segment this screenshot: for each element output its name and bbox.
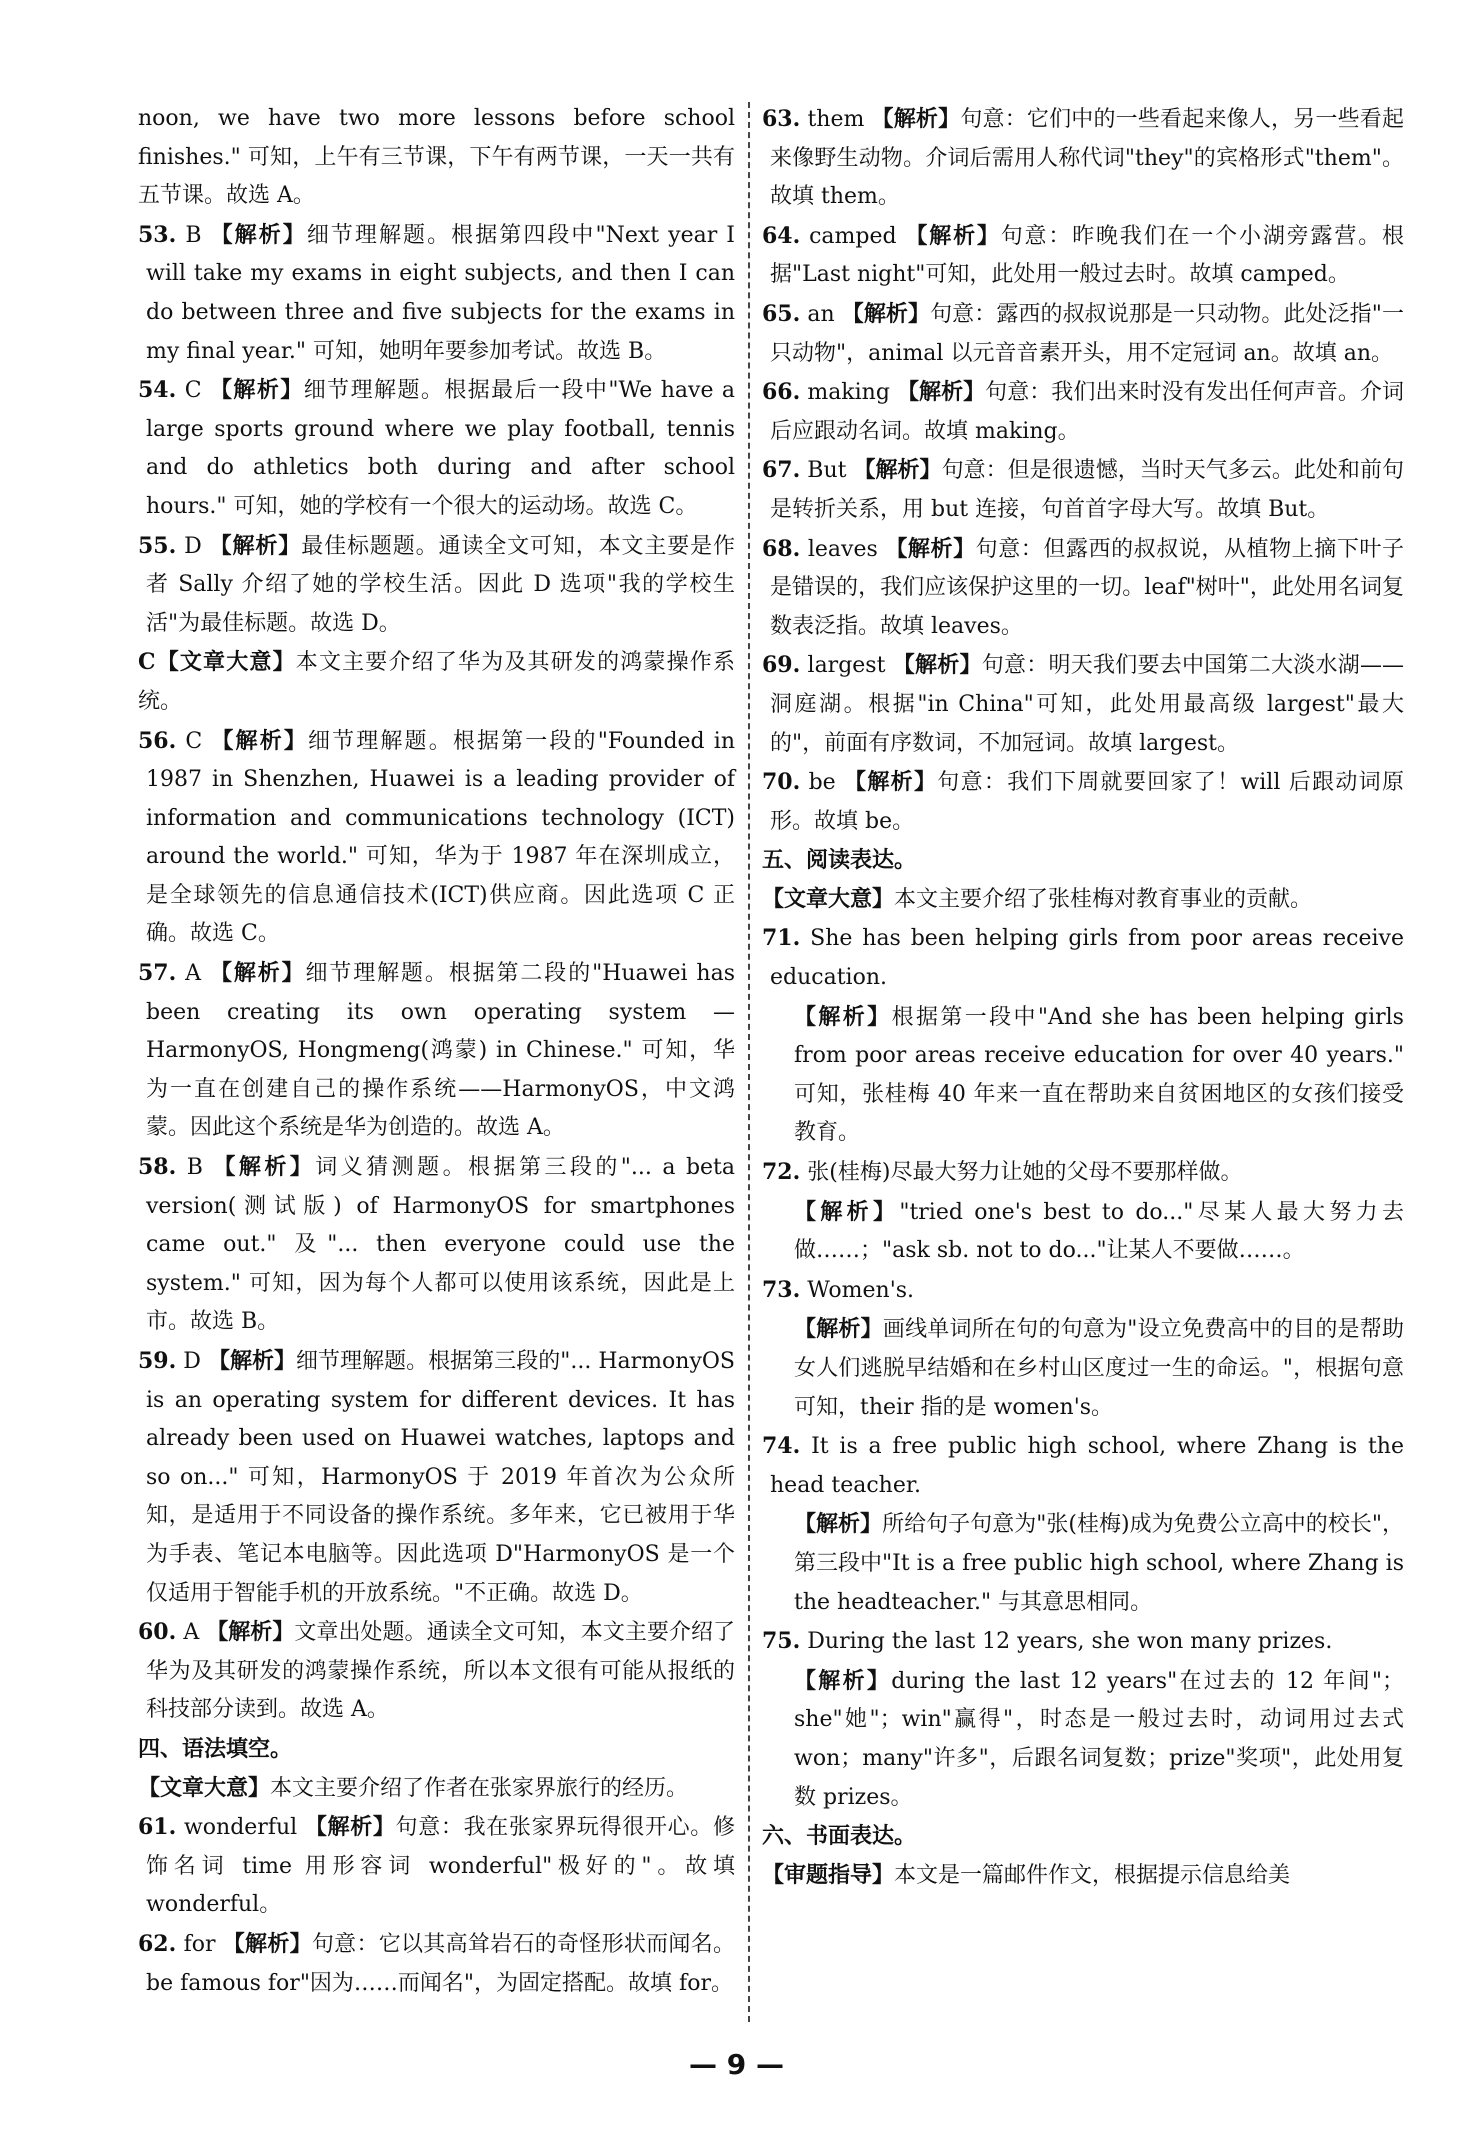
analysis-block: [762, 998, 1404, 1153]
question-number: 68.: [762, 535, 801, 562]
analysis-label: 【解析】: [794, 1667, 892, 1694]
page-number: 9: [726, 2048, 747, 2081]
answer-key: C: [184, 378, 202, 404]
answer-item: [138, 371, 735, 526]
page-footer: [0, 2048, 1473, 2081]
analysis-label: 【解析】: [210, 377, 304, 404]
analysis-text: 画线单词所在句的句意为"设立免费高中的目的是帮助女人们逃脱早结婚和在乡村山区度过一生的命运。"，根据句意可知，their 指的是 women's。: [794, 1317, 1404, 1420]
answer-key: B: [186, 1155, 203, 1181]
analysis-label: 【解析】: [853, 457, 942, 484]
analysis-text: 句意：我们出来时没有发出任何声音。介词后应跟动名词。故填 making。: [770, 380, 1404, 444]
answer-key: largest: [807, 653, 886, 679]
footer-dash-right: —: [755, 2048, 784, 2081]
article-summary: [762, 880, 1404, 920]
answer-item: [762, 373, 1404, 451]
analysis-label: 【解析】: [213, 1154, 316, 1181]
summary-text: 本文主要介绍了作者在张家界旅行的经历。: [270, 1775, 689, 1801]
analysis-text: 句意：它以其高耸岩石的奇怪形状而闻名。be famous for"因为……而闻名"，为固定搭配。故填 for。: [146, 1931, 735, 1996]
answer-key: leaves: [807, 536, 878, 562]
analysis-block: [762, 1662, 1404, 1817]
answer-item: [138, 1925, 735, 2003]
question-number: 58.: [138, 1154, 177, 1181]
answer-item: [138, 1808, 735, 1925]
summary-text: 本文主要介绍了华为及其研发的鸿蒙操作系统。: [138, 650, 735, 714]
analysis-label: 【解析】: [207, 1348, 297, 1374]
analysis-text: 句意：昨晚我们在一个小湖旁露营。根据"Last night"可知，此处用一般过去时。故填 camped。: [770, 223, 1404, 288]
analysis-label: 【解析】: [209, 532, 302, 559]
question-number: 72.: [762, 1159, 801, 1186]
answer-item: [762, 1622, 1404, 1662]
section-heading: 六、书面表达。: [762, 1823, 917, 1850]
question-number: 73.: [762, 1276, 801, 1303]
question-number: 65.: [762, 300, 801, 327]
analysis-text: during the last 12 years"在过去的 12 年间"；she"她"；win"赢得"，时态是一般过去时，动词用过去式 won；many"许多"，后跟名词复数；prize"奖项"，此处用复数 prizes。: [794, 1668, 1404, 1810]
analysis-label: 【解析】: [794, 1316, 883, 1343]
answer-item: [762, 100, 1404, 217]
answer-item: [762, 646, 1404, 763]
answer-continuation: [138, 100, 735, 216]
answer-item: [762, 919, 1404, 997]
right-column: [762, 100, 1404, 1895]
analysis-text: 句意：露西的叔叔说那是一只动物。此处泛指"一只动物"，animal 以元音音素开头，用不定冠词 an。故填 an。: [770, 301, 1404, 366]
analysis-label: 【解析】: [896, 379, 986, 406]
footer-dash-left: —: [689, 2048, 717, 2081]
summary-label: 【文章大意】: [762, 885, 895, 912]
analysis-label: 【解析】: [211, 727, 308, 754]
analysis-text: 最佳标题题。通读全文可知，本文主要是作者 Sally 介绍了她的学校生活。因此 D 选项"我的学校生活"为最佳标题。故选 D。: [146, 533, 735, 636]
answer-item: [138, 722, 735, 955]
question-number: 69.: [762, 652, 801, 679]
analysis-label: 【解析】: [209, 960, 306, 987]
analysis-text: "tried one's best to do..."尽某人最大努力去做……；"ask sb. not to do..."让某人不要做……。: [794, 1199, 1404, 1264]
article-summary: [138, 1769, 735, 1809]
analysis-text: 句意：但露西的叔叔说，从植物上摘下叶子是错误的，我们应该保护这里的一切。leaf"树叶"，此处用名词复数表泛指。故填 leaves。: [770, 536, 1404, 639]
article-summary: [138, 643, 735, 721]
analysis-label: 【解析】: [905, 222, 1001, 249]
answer-key: be: [808, 770, 836, 796]
column-divider: [748, 102, 750, 2022]
answer-key: But: [807, 458, 847, 484]
summary-label: 【审题指导】: [762, 1861, 895, 1888]
answer-key: for: [183, 1931, 216, 1957]
question-number: 63.: [762, 106, 801, 132]
summary-text: 本文是一篇邮件作文，根据提示信息给美: [894, 1862, 1291, 1888]
analysis-block: [762, 1310, 1404, 1427]
analysis-text: 细节理解题。根据第三段的"... HarmonyOS is an operating system for different devices. It has already been used on Huawei watches, laptops and so on..." 可知，HarmonyOS 于 2019 年首次为公众所知，是适用于不同设备的操作系统。多年来，它已被用于华为手表、笔记本电脑等。因此选项 D"HarmonyOS 是一个仅适用于智能手机的开放系统。"不正确。故选 D。: [146, 1349, 735, 1606]
question-number: 75.: [762, 1628, 801, 1655]
analysis-label: 【解析】: [794, 1198, 900, 1225]
question-number: 74.: [762, 1433, 801, 1460]
analysis-text: 根据第一段中"And she has been helping girls from poor areas receive education for over 40 years." 可知，张桂梅 40 年来一直在帮助来自贫困地区的女孩们接受教育。: [794, 1004, 1404, 1146]
question-number: 57.: [138, 960, 177, 987]
analysis-text: 句意：我们下周就要回家了！will 后跟动词原形。故填 be。: [770, 770, 1404, 834]
answer-item: [138, 1613, 735, 1730]
analysis-label: 【解析】: [892, 652, 982, 679]
analysis-label: 【解析】: [844, 769, 938, 796]
section-heading: 五、阅读表达。: [762, 847, 917, 874]
question-number: 54.: [138, 377, 177, 404]
answer-key: A: [185, 961, 202, 987]
analysis-label: 【解析】: [841, 300, 931, 327]
answer-item: [138, 527, 735, 644]
answer-key: A: [183, 1620, 200, 1646]
question-number: 64.: [762, 222, 801, 249]
analysis-text: 句意：它们中的一些看起来像人，另一些看起来像野生动物。介词后需用人称代词"they"的宾格形式"them"。故填 them。: [770, 107, 1404, 210]
analysis-label: 【解析】: [871, 106, 961, 132]
answer-key: Women's.: [807, 1277, 915, 1303]
analysis-label: 【解析】: [304, 1814, 396, 1841]
analysis-label: 【解析】: [794, 1511, 883, 1538]
answer-item: [762, 1427, 1404, 1505]
analysis-text: 所给句子句意为"张(桂梅)成为免费公立高中的校长"，第三段中"It is a free public high school, where Zhang is the headteacher." 与其意思相同。: [794, 1512, 1404, 1615]
analysis-text: 细节理解题。根据第二段的"Huawei has been creating its own operating system — HarmonyOS, Hongmeng(鸿蒙) in Chinese." 可知，华为一直在创建自己的操作系统——HarmonyOS，中文鸿蒙。因此这个系统是华为创造的。故选 A。: [146, 961, 736, 1141]
analysis-block: [762, 1193, 1404, 1271]
question-number: 71.: [762, 925, 801, 952]
answer-key: During the last 12 years, she won many prizes.: [807, 1629, 1333, 1655]
answer-item: [762, 1271, 1404, 1311]
analysis-label: 【解析】: [206, 1619, 295, 1646]
answer-key: She has been helping girls from poor areas receive education.: [770, 926, 1405, 991]
answer-key: B: [185, 222, 202, 248]
answer-key: them: [807, 107, 865, 132]
answer-text: noon, we have two more lessons before school finishes." 可知，上午有三节课，下午有两节课，一天一共有五节课。故选 A。: [138, 106, 735, 209]
question-number: 53.: [138, 221, 177, 248]
question-number: 66.: [762, 379, 801, 406]
answer-item: [138, 1342, 735, 1613]
article-summary: [762, 1856, 1404, 1896]
answer-key: It is a free public high school, where Zhang is the head teacher.: [770, 1434, 1404, 1498]
answer-item: [762, 217, 1404, 295]
analysis-text: 细节理解题。根据第一段的"Founded in 1987 in Shenzhen, Huawei is a leading provider of information and communications technology (ICT) around the world." 可知，华为于 1987 年在深圳成立，是全球领先的信息通信技术(ICT)供应商。因此选项 C 正确。故选 C。: [146, 728, 735, 947]
answer-key: an: [807, 301, 835, 327]
analysis-label: 【解析】: [222, 1930, 312, 1957]
answer-item: [762, 763, 1404, 841]
question-number: 55.: [138, 532, 177, 559]
analysis-text: 词义猜测题。根据第三段的"... a beta version(测试版) of HarmonyOS for smartphones came out." 及"... then everyone could use the system." 可知，因为每个人都可以使用该系统，因此是上市。故选 B。: [146, 1155, 735, 1335]
question-number: 62.: [138, 1930, 177, 1957]
answer-item: [762, 1153, 1404, 1193]
question-number: 56.: [138, 727, 177, 754]
analysis-text: 细节理解题。根据第四段中"Next year I will take my exams in eight subjects, and then I can do between three and five subjects for the exams in my final year." 可知，她明年要参加考试。故选 B。: [146, 222, 735, 364]
answer-item: [762, 295, 1404, 373]
answer-key: C: [185, 728, 203, 754]
answer-key: D: [183, 1349, 201, 1374]
question-number: 70.: [762, 769, 801, 796]
left-column: [138, 100, 735, 2003]
question-number: 59.: [138, 1348, 177, 1374]
answer-key: wonderful: [183, 1815, 298, 1841]
question-number: 60.: [138, 1619, 177, 1646]
section-heading: 四、语法填空。: [138, 1735, 293, 1762]
answer-item: [138, 216, 735, 371]
summary-label: 【文章大意】: [138, 1774, 271, 1801]
question-number: 61.: [138, 1814, 177, 1841]
analysis-text: 句意：我在张家界玩得很开心。修饰名词 time 用形容词 wonderful"极好的"。故填 wonderful。: [146, 1815, 735, 1918]
answer-item: [762, 451, 1404, 529]
answer-key: camped: [809, 223, 897, 249]
question-number: 67.: [762, 457, 801, 484]
analysis-label: 【解析】: [794, 1003, 892, 1030]
analysis-text: 句意：但是很遗憾，当时天气多云。此处和前句是转折关系，用 but 连接，句首首字母大写。故填 But。: [770, 458, 1404, 522]
analysis-text: 细节理解题。根据最后一段中"We have a large sports ground where we play football, tennis and do athletics both during and after school hours." 可知，她的学校有一个很大的运动场。故选 C。: [146, 378, 736, 519]
analysis-label: 【解析】: [885, 535, 976, 562]
analysis-text: 句意：明天我们要去中国第二大淡水湖——洞庭湖。根据"in China"可知，此处用最高级 largest"最大的"，前面有序数词，不加冠词。故填 largest。: [770, 653, 1404, 756]
summary-label: C【文章大意】: [138, 649, 296, 676]
answer-key: 张(桂梅)尽最大努力让她的父母不要那样做。: [807, 1160, 1243, 1186]
answer-item: [138, 1148, 735, 1342]
answer-key: D: [184, 533, 202, 559]
answer-item: [138, 954, 735, 1148]
analysis-text: 文章出处题。通读全文可知，本文主要介绍了华为及其研发的鸿蒙操作系统，所以本文很有可能从报纸的科技部分读到。故选 A。: [146, 1620, 735, 1723]
answer-item: [762, 530, 1404, 647]
analysis-label: 【解析】: [210, 221, 307, 248]
answer-key: making: [807, 380, 890, 406]
summary-text: 本文主要介绍了张桂梅对教育事业的贡献。: [894, 886, 1313, 912]
analysis-block: [762, 1505, 1404, 1622]
